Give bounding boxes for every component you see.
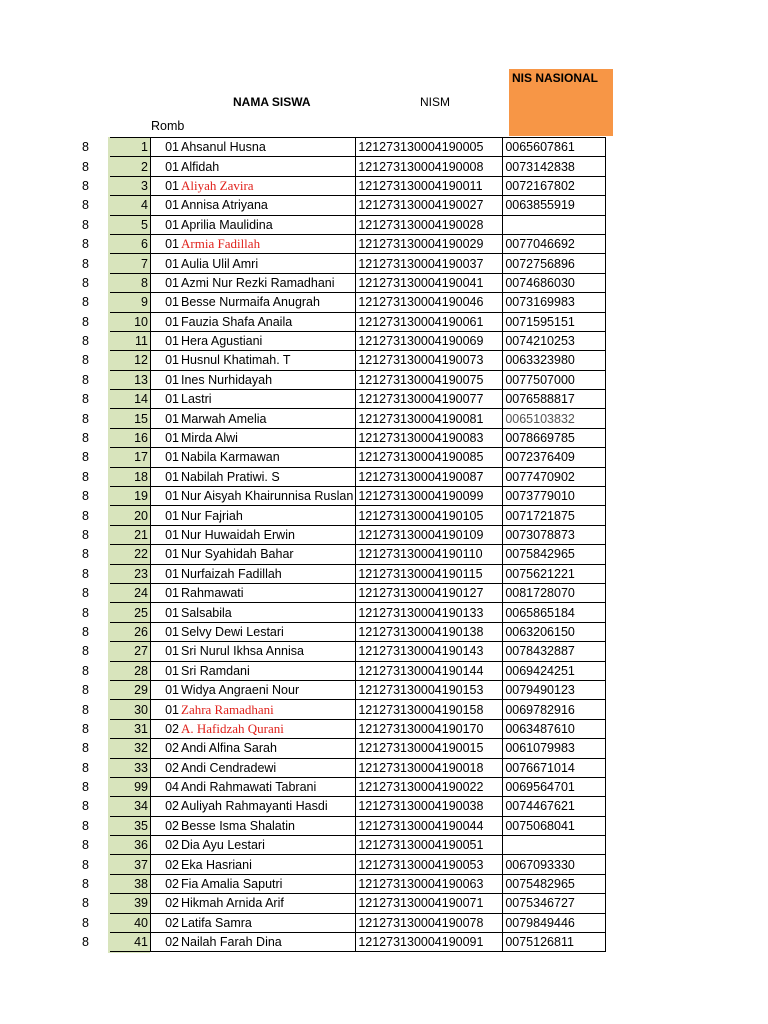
student-name-cell[interactable]: Azmi Nur Rezki Ramadhani [180, 273, 356, 292]
kelas-cell[interactable]: 8 [82, 450, 89, 465]
kelas-cell[interactable]: 8 [82, 411, 89, 426]
table-row [78, 409, 606, 428]
nism-cell[interactable]: 121273130004190105 [356, 506, 503, 525]
student-name-cell[interactable]: A. Hafidzah Qurani [180, 719, 356, 738]
romb-cell[interactable]: 01 [151, 467, 181, 486]
nis-nasional-header: NIS NASIONAL [509, 69, 613, 136]
student-name-cell[interactable]: Besse Isma Shalatin [180, 816, 356, 835]
nism-cell[interactable]: 121273130004190078 [356, 913, 503, 932]
table-row [78, 700, 606, 719]
student-name-cell[interactable]: Andi Rahmawati Tabrani [180, 777, 356, 796]
romb-cell[interactable]: 01 [151, 583, 181, 602]
nism-cell[interactable]: 121273130004190170 [356, 719, 503, 738]
romb-cell[interactable]: 01 [151, 564, 181, 583]
nis-nasional-cell[interactable]: 0063206150 [503, 622, 606, 641]
nism-cell[interactable]: 121273130004190091 [356, 933, 503, 952]
nis-nasional-cell[interactable]: 0073142838 [503, 157, 606, 176]
table-row [78, 874, 606, 893]
kelas-cell[interactable]: 8 [82, 663, 89, 678]
table-row [78, 661, 606, 680]
student-name-cell[interactable]: Selvy Dewi Lestari [180, 622, 356, 641]
table-row [78, 525, 606, 544]
number-cell[interactable]: 16 [110, 428, 151, 447]
romb-cell[interactable]: 01 [151, 680, 181, 699]
kelas-cell[interactable]: 8 [82, 275, 89, 290]
nis-nasional-cell[interactable]: 0065607861 [503, 138, 606, 157]
table-row [78, 428, 606, 447]
student-name-cell[interactable]: Ahsanul Husna [180, 138, 356, 157]
student-name-cell[interactable]: Auliyah Rahmayanti Hasdi [180, 797, 356, 816]
table-row [78, 293, 606, 312]
number-cell[interactable]: 11 [110, 331, 151, 350]
student-name-cell[interactable]: Aprilia Maulidina [180, 215, 356, 234]
table-row [78, 680, 606, 699]
nism-cell[interactable]: 121273130004190109 [356, 525, 503, 544]
number-cell[interactable]: 13 [110, 370, 151, 389]
kelas-cell[interactable]: 8 [82, 818, 89, 833]
romb-cell[interactable]: 01 [151, 448, 181, 467]
table-row [78, 564, 606, 583]
kelas-cell[interactable]: 8 [82, 566, 89, 581]
kelas-cell[interactable]: 8 [82, 469, 89, 484]
number-cell[interactable]: 10 [110, 312, 151, 331]
kelas-cell[interactable]: 8 [82, 838, 89, 853]
romb-cell[interactable]: 01 [151, 138, 181, 157]
nism-cell[interactable]: 121273130004190044 [356, 816, 503, 835]
romb-cell[interactable]: 01 [151, 293, 181, 312]
kelas-cell[interactable]: 8 [82, 760, 89, 775]
student-name-cell[interactable]: Zahra Ramadhani [180, 700, 356, 719]
nis-nasional-cell[interactable]: 0078432887 [503, 642, 606, 661]
table-row [78, 933, 606, 952]
student-name-cell[interactable]: Lastri [180, 390, 356, 409]
number-cell[interactable]: 24 [110, 583, 151, 602]
romb-cell[interactable]: 01 [151, 215, 181, 234]
nis-nasional-cell[interactable]: 0076671014 [503, 758, 606, 777]
nis-nasional-cell[interactable]: 0075621221 [503, 564, 606, 583]
romb-cell[interactable]: 02 [151, 894, 181, 913]
student-name-cell[interactable]: Rahmawati [180, 583, 356, 602]
student-name-cell[interactable]: Alfidah [180, 157, 356, 176]
nis-nasional-cell[interactable]: 0078669785 [503, 428, 606, 447]
kelas-cell[interactable]: 8 [82, 314, 89, 329]
romb-cell[interactable]: 01 [151, 390, 181, 409]
kelas-cell[interactable]: 8 [82, 431, 89, 446]
romb-cell[interactable]: 02 [151, 719, 181, 738]
nism-cell[interactable]: 121273130004190029 [356, 234, 503, 253]
romb-cell[interactable]: 01 [151, 409, 181, 428]
kelas-cell[interactable]: 8 [82, 935, 89, 950]
nism-cell[interactable]: 121273130004190127 [356, 583, 503, 602]
romb-cell[interactable]: 01 [151, 622, 181, 641]
number-cell[interactable]: 27 [110, 642, 151, 661]
student-name-cell[interactable]: Nurfaizah Fadillah [180, 564, 356, 583]
table-row [78, 894, 606, 913]
nis-nasional-cell[interactable]: 0072376409 [503, 448, 606, 467]
nis-nasional-cell[interactable]: 0074467621 [503, 797, 606, 816]
nis-nasional-cell[interactable] [503, 215, 606, 234]
nism-cell[interactable]: 121273130004190144 [356, 661, 503, 680]
nism-cell[interactable]: 121273130004190022 [356, 777, 503, 796]
nism-cell[interactable]: 121273130004190028 [356, 215, 503, 234]
table-row [78, 719, 606, 738]
number-cell[interactable]: 31 [110, 719, 151, 738]
student-name-cell[interactable]: Ines Nurhidayah [180, 370, 356, 389]
nis-nasional-cell[interactable]: 0075068041 [503, 816, 606, 835]
student-name-cell[interactable]: Fauzia Shafa Anaila [180, 312, 356, 331]
kelas-cell[interactable]: 8 [82, 159, 89, 174]
table-row [78, 370, 606, 389]
nis-nasional-cell[interactable]: 0077507000 [503, 370, 606, 389]
kelas-cell[interactable]: 8 [82, 508, 89, 523]
kelas-cell[interactable]: 8 [82, 547, 89, 562]
nis-nasional-cell[interactable]: 0079490123 [503, 680, 606, 699]
student-name-cell[interactable]: Nabilah Pratiwi. S [180, 467, 356, 486]
student-name-cell[interactable]: Andi Cendradewi [180, 758, 356, 777]
kelas-cell[interactable]: 8 [82, 295, 89, 310]
table-row [78, 196, 606, 215]
number-cell[interactable]: 35 [110, 816, 151, 835]
table-row [78, 273, 606, 292]
student-name-cell[interactable]: Hikmah Arnida Arif [180, 894, 356, 913]
number-cell[interactable]: 22 [110, 545, 151, 564]
kelas-cell[interactable]: 8 [82, 721, 89, 736]
number-cell[interactable]: 37 [110, 855, 151, 874]
kelas-cell[interactable]: 8 [82, 256, 89, 271]
romb-cell[interactable]: 01 [151, 700, 181, 719]
romb-cell[interactable]: 02 [151, 913, 181, 932]
kelas-cell[interactable]: 8 [82, 915, 89, 930]
kelas-cell[interactable]: 8 [82, 353, 89, 368]
romb-cell[interactable]: 04 [151, 777, 181, 796]
student-name-cell[interactable]: Aliyah Zavira [180, 176, 356, 195]
student-name-cell[interactable]: Nabila Karmawan [180, 448, 356, 467]
number-cell[interactable]: 39 [110, 894, 151, 913]
student-name-cell[interactable]: Nur Huwaidah Erwin [180, 525, 356, 544]
number-cell[interactable]: 38 [110, 874, 151, 893]
number-cell[interactable]: 29 [110, 680, 151, 699]
number-cell[interactable]: 14 [110, 390, 151, 409]
kelas-cell[interactable]: 8 [82, 702, 89, 717]
number-cell[interactable]: 6 [110, 234, 151, 253]
romb-cell[interactable]: 01 [151, 157, 181, 176]
nis-nasional-cell[interactable]: 0063323980 [503, 351, 606, 370]
romb-cell[interactable]: 01 [151, 351, 181, 370]
kelas-cell[interactable]: 8 [82, 780, 89, 795]
number-cell[interactable]: 40 [110, 913, 151, 932]
romb-cell[interactable]: 01 [151, 545, 181, 564]
number-cell[interactable]: 28 [110, 661, 151, 680]
number-cell[interactable]: 36 [110, 836, 151, 855]
nism-cell[interactable]: 121273130004190143 [356, 642, 503, 661]
nis-nasional-cell[interactable]: 0077470902 [503, 467, 606, 486]
nis-nasional-cell[interactable]: 0073779010 [503, 487, 606, 506]
student-name-cell[interactable]: Andi Alfina Sarah [180, 739, 356, 758]
nis-nasional-cell[interactable]: 0076588817 [503, 390, 606, 409]
kelas-cell[interactable]: 8 [82, 644, 89, 659]
kelas-cell[interactable]: 8 [82, 741, 89, 756]
table-row [78, 836, 606, 855]
nism-cell[interactable]: 121273130004190069 [356, 331, 503, 350]
nism-cell[interactable]: 121273130004190027 [356, 196, 503, 215]
nis-nasional-cell[interactable]: 0063487610 [503, 719, 606, 738]
table-row [78, 797, 606, 816]
romb-header: Romb [151, 119, 185, 133]
romb-cell[interactable]: 01 [151, 312, 181, 331]
number-cell[interactable]: 99 [110, 777, 151, 796]
kelas-cell[interactable]: 8 [82, 528, 89, 542]
table-row [78, 215, 606, 234]
kelas-cell[interactable]: 8 [82, 624, 89, 639]
nis-nasional-cell[interactable]: 0071721875 [503, 506, 606, 525]
nism-cell[interactable]: 121273130004190115 [356, 564, 503, 583]
nism-header: NISM [420, 95, 450, 109]
romb-cell[interactable]: 02 [151, 739, 181, 758]
student-name-cell[interactable]: Hera Agustiani [180, 331, 356, 350]
nism-cell[interactable]: 121273130004190153 [356, 680, 503, 699]
number-cell[interactable]: 2 [110, 157, 151, 176]
kelas-cell[interactable]: 8 [82, 392, 89, 407]
nism-cell[interactable]: 121273130004190077 [356, 390, 503, 409]
nism-cell[interactable]: 121273130004190099 [356, 487, 503, 506]
nama-siswa-header: NAMA SISWA [233, 95, 311, 109]
romb-cell[interactable]: 01 [151, 370, 181, 389]
kelas-cell[interactable]: 8 [82, 605, 89, 620]
nism-cell[interactable]: 121273130004190008 [356, 157, 503, 176]
romb-cell[interactable]: 01 [151, 254, 181, 273]
romb-cell[interactable]: 01 [151, 525, 181, 544]
table-row [78, 467, 606, 486]
number-cell[interactable]: 9 [110, 293, 151, 312]
kelas-cell[interactable]: 8 [82, 877, 89, 892]
student-name-cell[interactable]: Latifa Samra [180, 913, 356, 932]
nis-nasional-cell[interactable]: 0074686030 [503, 273, 606, 292]
nis-nasional-cell[interactable]: 0061079983 [503, 739, 606, 758]
student-table [78, 137, 606, 952]
student-name-cell[interactable]: Husnul Khatimah. T [180, 351, 356, 370]
table-row [78, 331, 606, 350]
student-name-cell[interactable]: Dia Ayu Lestari [180, 836, 356, 855]
table-row [78, 157, 606, 176]
nism-cell[interactable]: 121273130004190005 [356, 138, 503, 157]
table-row [78, 254, 606, 273]
table-row [78, 351, 606, 370]
table-row [78, 390, 606, 409]
table-row [78, 138, 606, 157]
nism-cell[interactable]: 121273130004190053 [356, 855, 503, 874]
nism-cell[interactable]: 121273130004190061 [356, 312, 503, 331]
nism-cell[interactable]: 121273130004190038 [356, 797, 503, 816]
student-name-cell[interactable]: Nur Syahidah Bahar [180, 545, 356, 564]
romb-cell[interactable]: 02 [151, 758, 181, 777]
student-name-cell[interactable]: Nur Fajriah [180, 506, 356, 525]
student-name-cell[interactable]: Sri Nurul Ikhsa Annisa [180, 642, 356, 661]
table-row [78, 448, 606, 467]
kelas-cell[interactable]: 8 [82, 334, 89, 349]
number-cell[interactable]: 18 [110, 467, 151, 486]
nis-nasional-cell[interactable]: 0079849446 [503, 913, 606, 932]
romb-cell[interactable]: 02 [151, 836, 181, 855]
nis-nasional-cell[interactable]: 0075482965 [503, 874, 606, 893]
student-name-cell[interactable]: Eka Hasriani [180, 855, 356, 874]
nis-nasional-cell[interactable]: 0067093330 [503, 855, 606, 874]
student-name-cell[interactable]: Annisa Atriyana [180, 196, 356, 215]
romb-cell[interactable]: 01 [151, 506, 181, 525]
number-cell[interactable]: 19 [110, 487, 151, 506]
nism-cell[interactable]: 121273130004190158 [356, 700, 503, 719]
nism-cell[interactable]: 121273130004190063 [356, 874, 503, 893]
student-name-cell[interactable]: Nailah Farah Dina [180, 933, 356, 952]
romb-cell[interactable]: 01 [151, 603, 181, 622]
kelas-cell[interactable]: 8 [82, 896, 89, 911]
romb-cell[interactable]: 01 [151, 234, 181, 253]
nism-cell[interactable]: 121273130004190138 [356, 622, 503, 641]
student-name-cell[interactable]: Widya Angraeni Nour [180, 680, 356, 699]
kelas-cell[interactable]: 8 [82, 489, 89, 504]
nism-cell[interactable]: 121273130004190041 [356, 273, 503, 292]
table-row [78, 913, 606, 932]
kelas-cell[interactable]: 8 [82, 217, 89, 232]
student-name-cell[interactable]: Aulia Ulil Amri [180, 254, 356, 273]
nism-cell[interactable]: 121273130004190083 [356, 428, 503, 447]
nism-cell[interactable]: 121273130004190087 [356, 467, 503, 486]
romb-cell[interactable]: 02 [151, 816, 181, 835]
number-cell[interactable]: 8 [110, 273, 151, 292]
kelas-cell[interactable]: 8 [82, 799, 89, 814]
nism-cell[interactable]: 121273130004190015 [356, 739, 503, 758]
table-row [78, 855, 606, 874]
nis-nasional-cell[interactable] [503, 836, 606, 855]
number-cell[interactable]: 26 [110, 622, 151, 641]
romb-cell[interactable]: 01 [151, 196, 181, 215]
nism-cell[interactable]: 121273130004190073 [356, 351, 503, 370]
nism-cell[interactable]: 121273130004190011 [356, 176, 503, 195]
nism-cell[interactable]: 121273130004190075 [356, 370, 503, 389]
student-name-cell[interactable]: Armia Fadillah [180, 234, 356, 253]
table-row [78, 545, 606, 564]
number-cell[interactable]: 12 [110, 351, 151, 370]
table-row [78, 739, 606, 758]
nis-nasional-cell[interactable]: 0069564701 [503, 777, 606, 796]
number-cell[interactable]: 5 [110, 215, 151, 234]
student-name-cell[interactable]: Marwah Amelia [180, 409, 356, 428]
kelas-cell[interactable]: 8 [82, 857, 89, 872]
nism-cell[interactable]: 121273130004190081 [356, 409, 503, 428]
romb-cell[interactable]: 01 [151, 661, 181, 680]
nis-nasional-cell[interactable]: 0075346727 [503, 894, 606, 913]
nism-cell[interactable]: 121273130004190085 [356, 448, 503, 467]
number-cell[interactable]: 41 [110, 933, 151, 952]
nis-nasional-cell[interactable]: 0069782916 [503, 700, 606, 719]
romb-cell[interactable]: 01 [151, 273, 181, 292]
student-name-cell[interactable]: Nur Aisyah Khairunnisa Ruslan [180, 487, 356, 506]
student-name-cell[interactable]: Fia Amalia Saputri [180, 874, 356, 893]
number-cell[interactable]: 3 [110, 176, 151, 195]
number-cell[interactable]: 23 [110, 564, 151, 583]
romb-cell[interactable]: 01 [151, 487, 181, 506]
number-cell[interactable]: 32 [110, 739, 151, 758]
romb-cell[interactable]: 02 [151, 874, 181, 893]
nism-cell[interactable]: 121273130004190046 [356, 293, 503, 312]
number-cell[interactable]: 20 [110, 506, 151, 525]
table-row [78, 758, 606, 777]
romb-cell[interactable]: 02 [151, 933, 181, 952]
table-row [78, 642, 606, 661]
table-row [78, 583, 606, 602]
nis-nasional-cell[interactable]: 0073078873 [503, 525, 606, 544]
number-cell[interactable]: 21 [110, 525, 151, 544]
nism-cell[interactable]: 121273130004190110 [356, 545, 503, 564]
nism-cell[interactable]: 121273130004190051 [356, 836, 503, 855]
number-cell[interactable]: 25 [110, 603, 151, 622]
number-cell[interactable]: 30 [110, 700, 151, 719]
nis-nasional-cell[interactable]: 0071595151 [503, 312, 606, 331]
nism-cell[interactable]: 121273130004190133 [356, 603, 503, 622]
kelas-cell[interactable]: 8 [82, 683, 89, 698]
table-row [78, 312, 606, 331]
nis-nasional-cell[interactable]: 0075842965 [503, 545, 606, 564]
table-row [78, 506, 606, 525]
nis-nasional-cell[interactable]: 0065103832 [503, 409, 606, 428]
kelas-cell[interactable]: 8 [82, 586, 89, 601]
nism-cell[interactable]: 121273130004190018 [356, 758, 503, 777]
nis-nasional-cell[interactable]: 0069424251 [503, 661, 606, 680]
table-row [78, 176, 606, 195]
nis-nasional-cell[interactable]: 0073169983 [503, 293, 606, 312]
romb-cell[interactable]: 02 [151, 855, 181, 874]
student-name-cell[interactable]: Salsabila [180, 603, 356, 622]
number-cell[interactable]: 15 [110, 409, 151, 428]
romb-cell[interactable]: 01 [151, 642, 181, 661]
number-cell[interactable]: 33 [110, 758, 151, 777]
nism-cell[interactable]: 121273130004190071 [356, 894, 503, 913]
table-row [78, 816, 606, 835]
table-row [78, 777, 606, 796]
nis-nasional-cell[interactable]: 0074210253 [503, 331, 606, 350]
number-cell[interactable]: 7 [110, 254, 151, 273]
nism-cell[interactable]: 121273130004190037 [356, 254, 503, 273]
kelas-cell[interactable]: 8 [82, 178, 89, 193]
kelas-cell[interactable]: 8 [82, 237, 89, 252]
table-row [78, 603, 606, 622]
nis-nasional-cell[interactable]: 0072167802 [503, 176, 606, 195]
nis-nasional-cell[interactable]: 0081728070 [503, 583, 606, 602]
table-row [78, 234, 606, 253]
table-row [78, 487, 606, 506]
number-cell[interactable]: 1 [110, 138, 151, 157]
nis-nasional-cell[interactable]: 0065865184 [503, 603, 606, 622]
table-row [78, 622, 606, 641]
romb-cell[interactable]: 01 [151, 428, 181, 447]
kelas-cell[interactable]: 8 [82, 140, 89, 155]
number-cell[interactable]: 4 [110, 196, 151, 215]
number-cell[interactable]: 17 [110, 448, 151, 467]
kelas-cell[interactable]: 8 [82, 198, 89, 213]
nis-nasional-cell[interactable]: 0077046692 [503, 234, 606, 253]
romb-cell[interactable]: 01 [151, 176, 181, 195]
romb-cell[interactable]: 01 [151, 331, 181, 350]
romb-cell[interactable]: 02 [151, 797, 181, 816]
nis-nasional-cell[interactable]: 0075126811 [503, 933, 606, 952]
nis-nasional-cell[interactable]: 0072756896 [503, 254, 606, 273]
number-cell[interactable]: 34 [110, 797, 151, 816]
nis-nasional-cell[interactable]: 0063855919 [503, 196, 606, 215]
kelas-cell[interactable]: 8 [82, 372, 89, 387]
student-name-cell[interactable]: Sri Ramdani [180, 661, 356, 680]
student-name-cell[interactable]: Besse Nurmaifa Anugrah [180, 293, 356, 312]
student-name-cell[interactable]: Mirda Alwi [180, 428, 356, 447]
